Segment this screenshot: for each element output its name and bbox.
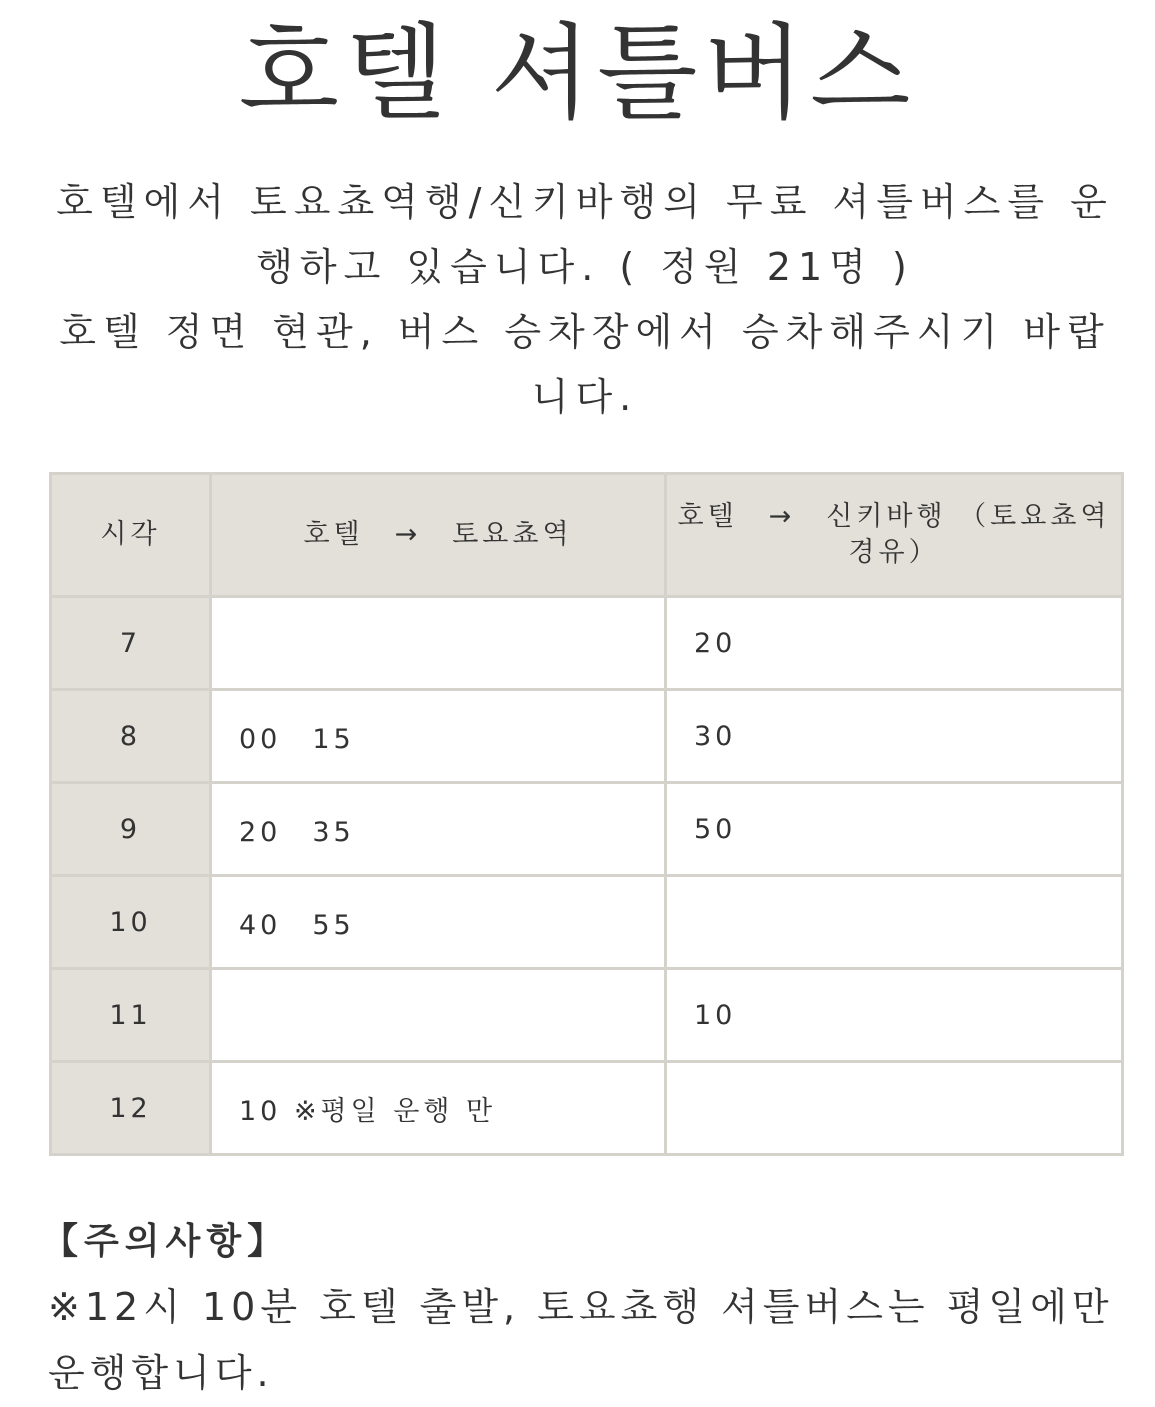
hour-cell: 7 [51,597,211,690]
shinkiba-times: 10 [666,969,1123,1062]
toyocho-times [211,597,666,690]
intro-line-boarding: 호텔 정면 현관, 버스 승차장에서 승차해주시기 바랍니다. [59,310,1111,419]
toyocho-times: 00 15 [211,690,666,783]
toyocho-times: 40 55 [211,876,666,969]
table-row [51,690,1123,783]
header-time: 시각 [51,474,211,597]
notes-section [42,1210,1122,1406]
shinkiba-times [666,876,1123,969]
table-row [51,876,1123,969]
header-shinkiba: 호텔 → 신키바행 （토요쵸역 경유） [666,474,1123,597]
toyocho-times [211,969,666,1062]
shinkiba-times [666,1062,1123,1155]
toyocho-times: 10 ※평일 운행 만 [211,1062,666,1155]
header-toyocho: 호텔 → 토요쵸역 [211,474,666,597]
hour-cell: 8 [51,690,211,783]
table-header-row [51,474,1123,597]
shinkiba-times: 30 [666,690,1123,783]
notes-title: 【주의사항】 [42,1221,290,1262]
table-row [51,969,1123,1062]
page-title: 호텔 셔틀버스 [238,12,917,134]
toyocho-times: 20 35 [211,783,666,876]
intro-text [50,170,1120,430]
intro-line-service: 호텔에서 토요쵸역행/신키바행의 무료 셔틀버스를 운행하고 있습니다. ( 정원 21명 ) [56,180,1114,289]
hour-cell: 9 [51,783,211,876]
hour-cell: 12 [51,1062,211,1155]
hour-cell: 10 [51,876,211,969]
shinkiba-times: 50 [666,783,1123,876]
notes-body: ※12시 10분 호텔 출발, 토요쵸행 셔틀버스는 평일에만 운행합니다. [48,1285,1114,1395]
hour-cell: 11 [51,969,211,1062]
shinkiba-times: 20 [666,597,1123,690]
shuttle-timetable [49,472,1124,1156]
table-row [51,1062,1123,1155]
table-row [51,597,1123,690]
table-row [51,783,1123,876]
